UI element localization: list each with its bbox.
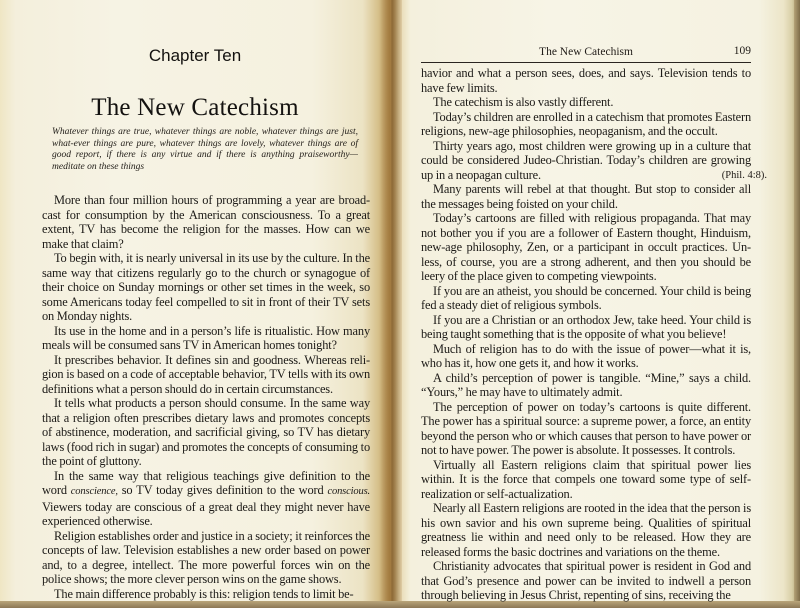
paragraph: Its use in the home and in a person’s life is ritualistic. How many meals will be consumed sans TV in American homes tonight? — [42, 323, 370, 352]
running-head-title: The New Catechism — [539, 46, 633, 58]
paragraph: It prescribes behavior. It defines sin and goodness. Whereas reli-gion is based on a code of acceptable behavior, TV tells with its own definitions what a person should do in certain circumstances. — [42, 352, 370, 396]
epigraph-citation: (Phil. 4:8). — [721, 170, 767, 181]
paragraph: Christianity advocates that spiritual power is resident in God and that God’s presence and power can be invited to indwell a person through believing in Jesus Christ, repenting of sins, receiving the — [421, 559, 751, 602]
paragraph: Nearly all Eastern religions are rooted in the idea that the person is his own savior and his own supreme being. Qualities of spiritual greatness lie within and need only to be released. How they are released forms the basic doctrines and variations on the theme. — [421, 501, 751, 559]
paragraph: A child’s perception of power is tangible. “Mine,” says a child. “Yours,” he may have to ultimately admit. — [421, 370, 751, 399]
paragraph: The main difference probably is this: religion tends to limit be- — [54, 586, 354, 601]
left-page-body — [42, 193, 370, 601]
paragraph: Thirty years ago, most children were growing up in a culture that could be considered Judeo-Christian. Today’s children are growing up in a neopagan culture. — [421, 138, 751, 182]
paragraph: Many parents will rebel at that thought. But stop to consider all the messages being foisted on your child. — [421, 182, 751, 211]
paragraph: To begin with, it is nearly universal in its use by the culture. In the same way that citizens regularly go to the church or synagogue of their choice on Sunday mornings or other set times in the week, so some Americans today feel compelled to sit in front of their TV sets on Monday nights. — [42, 251, 370, 323]
page-number: 109 — [733, 45, 751, 57]
running-head — [421, 45, 751, 63]
paragraph: If you are a Christian or an orthodox Jew, take heed. Your child is being taught something that is the opposite of what you believe! — [421, 312, 751, 341]
paragraph: If you are an atheist, you should be concerned. Your child is being fed a steady diet of religious symbols. — [421, 283, 751, 312]
paragraph-continuation: havior and what a person sees, does, and says. Television tends to have few limits. — [421, 66, 751, 95]
chapter-label: Chapter Ten — [148, 46, 242, 65]
paragraph-text: In the same way that religious teachings give definition to the word — [42, 468, 370, 497]
paragraph: Today’s cartoons are filled with religious propaganda. That may not bother you if you are a follower of Eastern thought, Hinduism, new-age philosophy, Zen, or a participant in occult practices. Un-less, of course, you are a strong adherent, and then you should be leery of the place given to competing viewpoints. — [421, 211, 751, 283]
paragraph: More than four million hours of programming a year are broad-cast for consumption by the American consciousness. To a great extent, TV has become the religion for the masses. How can we make that claim? — [42, 193, 370, 251]
epigraph: Whatever things are true, whatever things are noble, whatever things are just, what-ever things are pure, whatever things are lovely, whatever things are of good report, if there is any virtue and if there is anything praiseworthy—meditate on these things — [52, 127, 358, 172]
page-edge — [794, 0, 800, 608]
italic-word-conscience: conscience, — [70, 486, 118, 497]
right-page-body — [421, 66, 751, 603]
paragraph: It tells what products a person should consume. In the same way that a religion often prescribes dietary laws and promotes concepts of abstinence, moderation, and sacrificial giving, so TV has dietary laws (food rich in sugar) and promotes the concepts of consuming to the point of gluttony. — [42, 396, 370, 468]
paragraph: Virtually all Eastern religions claim that spiritual power lies within. It is the force that compels one toward some type of self-realization or self-actualization. — [421, 457, 751, 501]
paragraph-text: Viewers today are conscious of a great deal they might never have experienced otherwise. — [42, 499, 370, 528]
italic-word-conscious: conscious. — [327, 486, 370, 497]
chapter-title: The New Catechism — [91, 94, 299, 121]
paragraph: Religion establishes order and justice in a society; it reinforces the concepts of law. Television establishes a new order based on power and, to a degree, intellect. The more powerful forces win on the police shows; the more clever person wins on the game shows. — [42, 528, 370, 586]
paragraph: The perception of power on today’s cartoons is quite different. The power has a spiritual source: a supreme power, a force, an entity beyond the person who or which causes that person to have power or not to have power. The power is absolute. It possesses. It controls. — [421, 399, 751, 457]
paragraph-text: so TV today gives definition to the word — [117, 483, 328, 497]
paragraph-conscience — [42, 469, 370, 529]
paragraph: Much of religion has to do with the issue of power—what it is, who has it, how one gets it, and how it works. — [421, 341, 751, 370]
paragraph: Today’s children are enrolled in a catechism that promotes Eastern religions, new-age philosophies, neopaganism, and the occult. — [421, 109, 751, 138]
paragraph: The catechism is also vastly different. — [433, 95, 614, 109]
book-gutter — [380, 0, 402, 608]
